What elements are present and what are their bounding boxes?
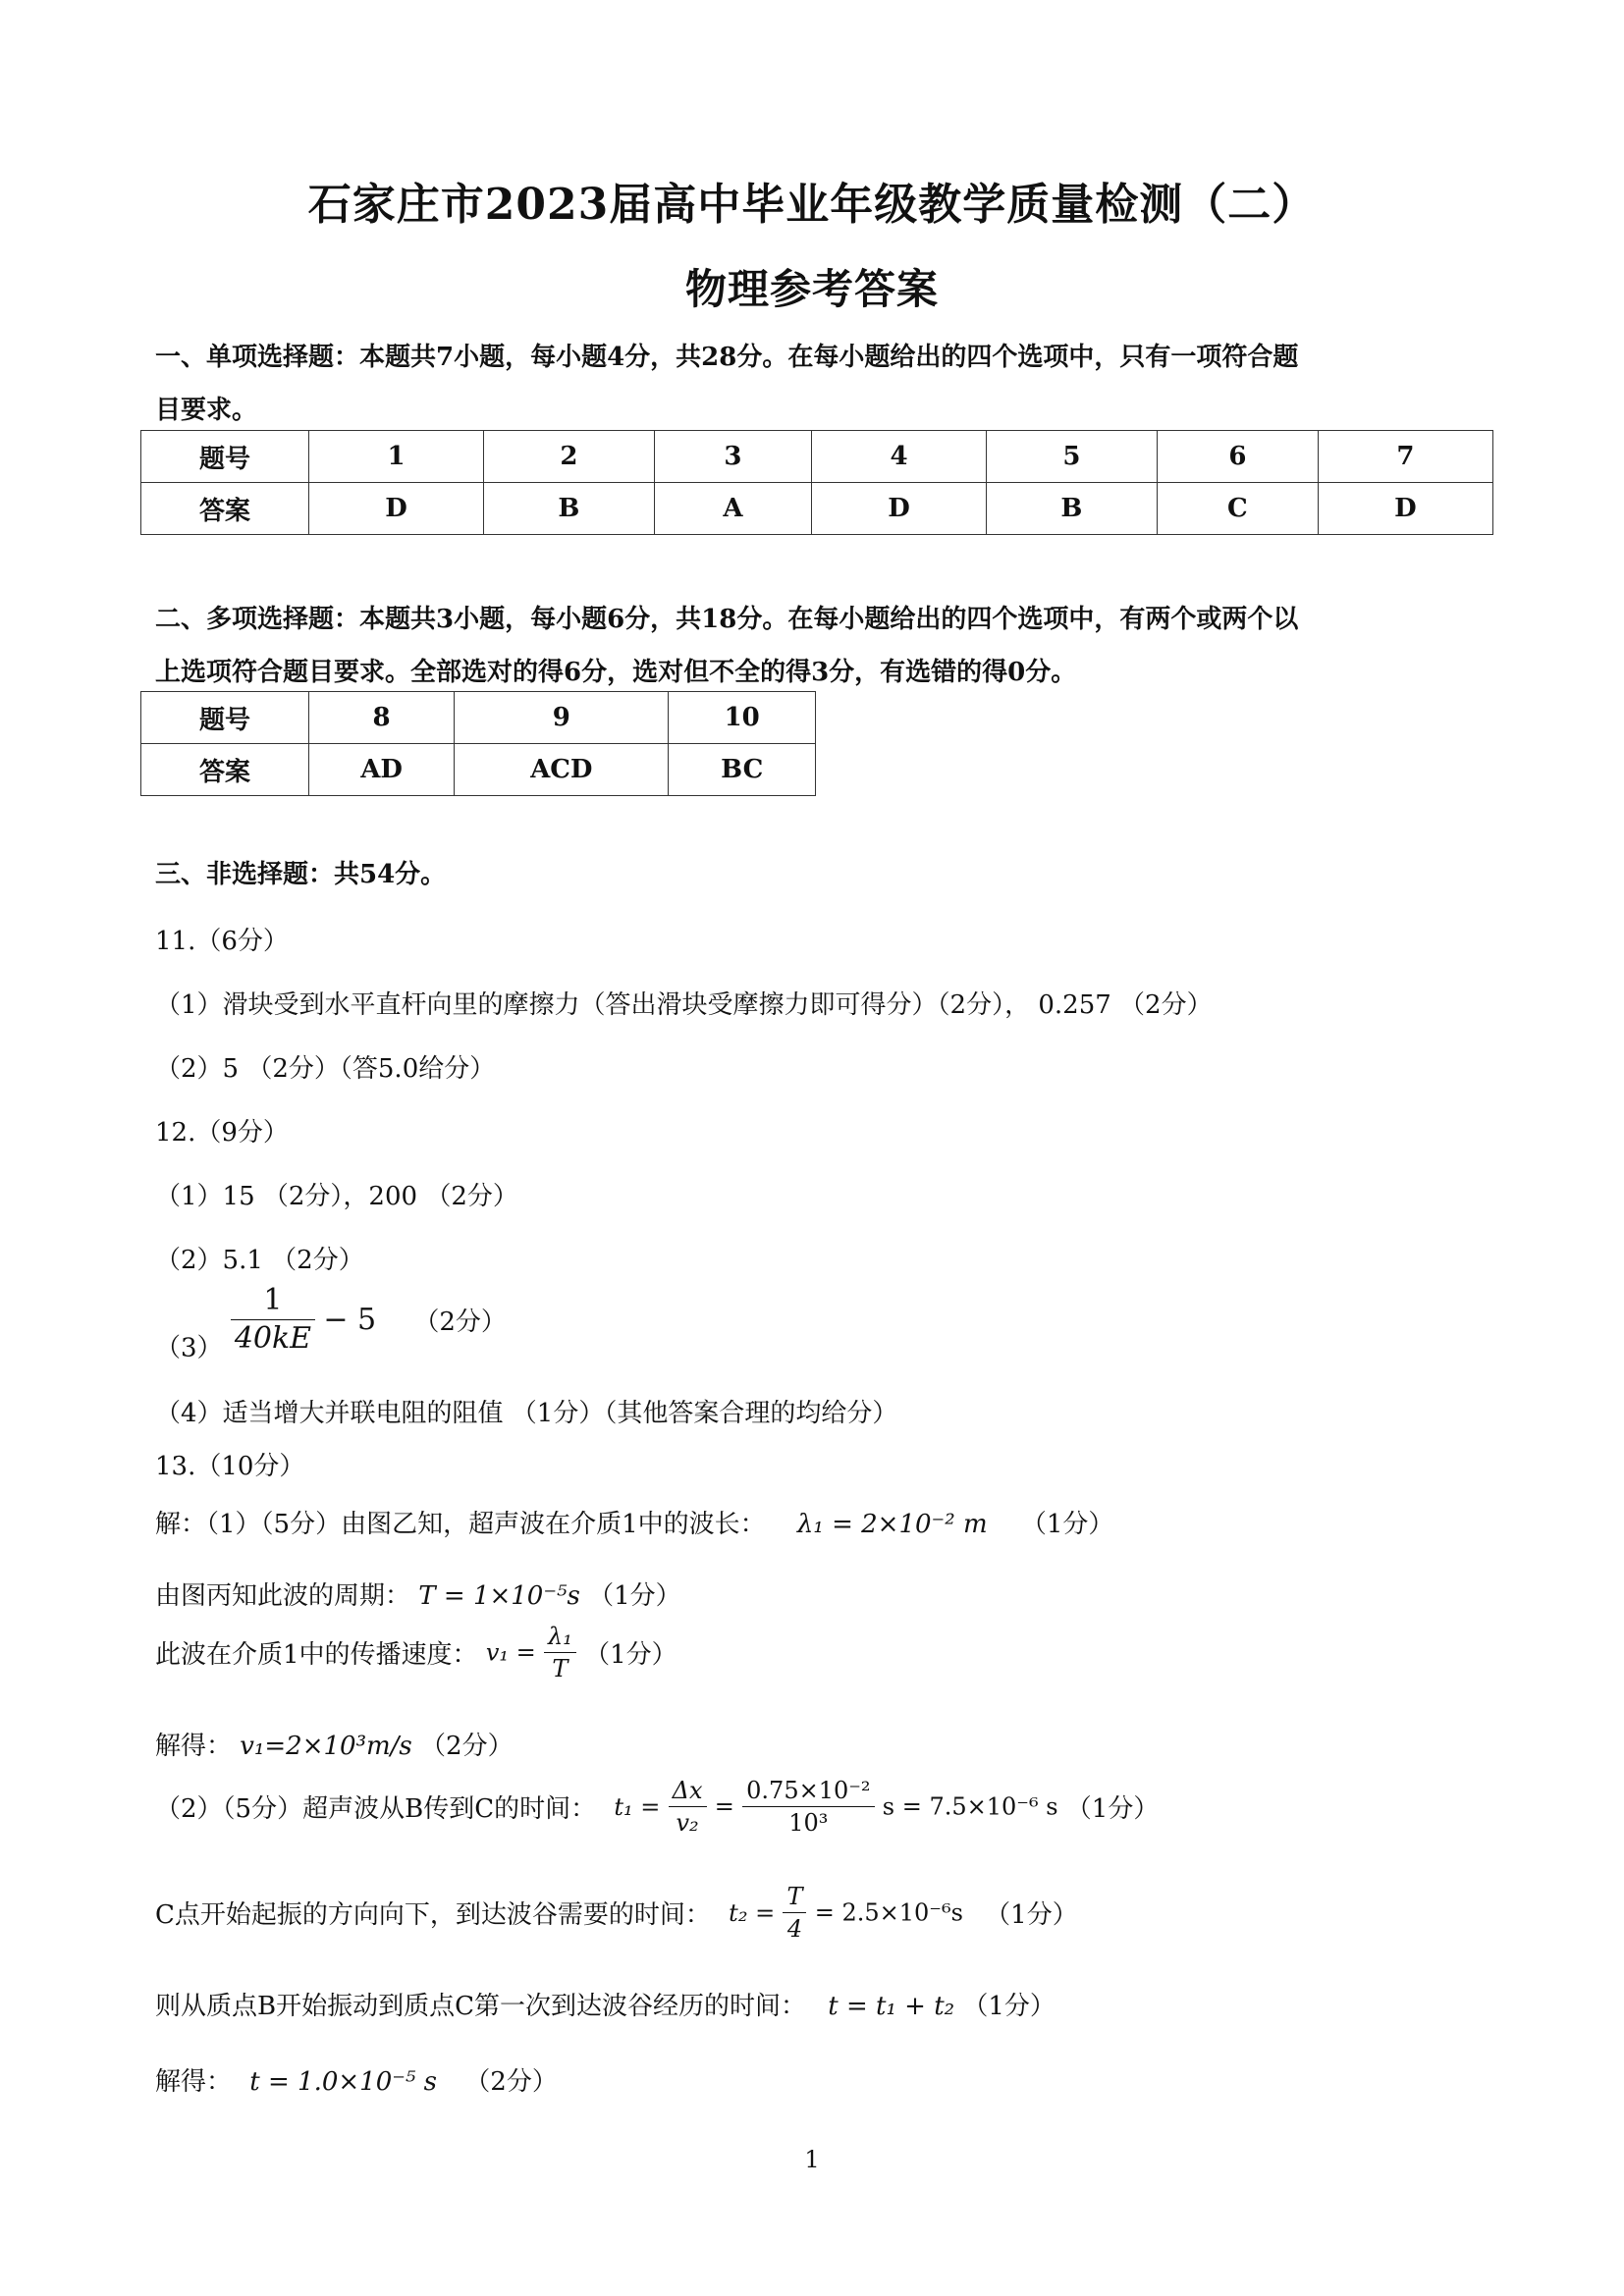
question-number-cell: 9: [455, 692, 669, 744]
q13-line-2-text: 由图丙知此波的周期：: [155, 1581, 411, 1611]
answer-cell: AD: [309, 744, 455, 796]
q13-line-3-score: （1分）: [584, 1640, 677, 1670]
question-number-cell: 7: [1318, 431, 1492, 483]
q11-answer-2: （2）5 （2分）（答5.0给分）: [155, 1054, 496, 1084]
q13-line-5-text: （2）（5分）超声波从B传到C的时间：: [155, 1794, 597, 1824]
q13-line-3-text: 此波在介质1中的传播速度：: [155, 1640, 478, 1670]
answer-cell: ACD: [455, 744, 669, 796]
section3-heading: 三、非选择题：共54分。: [155, 860, 447, 889]
q13-line-3: [155, 1625, 677, 1681]
fraction-denominator: 40kE: [234, 1321, 312, 1356]
q12-formula-rest: − 5: [323, 1303, 377, 1337]
q13-line-7-score: （1分）: [962, 1992, 1056, 2021]
fraction-denominator: T: [552, 1655, 568, 1682]
q12-answer-3: [155, 1283, 507, 1364]
q13-line-5-score: （1分）: [1065, 1794, 1160, 1824]
q13-time1-lhs: t₁ =: [614, 1792, 661, 1821]
section2-heading-line1: 二、多项选择题：本题共3小题，每小题6分，共18分。在每小题给出的四个选项中，有两个或两个以: [155, 605, 1299, 634]
fraction-numerator: Δx: [669, 1779, 707, 1807]
q13-line-4: [155, 1726, 514, 1762]
q13-line-1-text: 解：（1）（5分）由图乙知，超声波在介质1中的波长：: [155, 1510, 766, 1539]
q13-line-8-text: 解得：: [155, 2067, 233, 2097]
table-row: [141, 483, 1493, 535]
q13-speed-lhs: v₁ =: [485, 1638, 536, 1667]
answer-cell: A: [654, 483, 811, 535]
table-header-cell: 题号: [141, 431, 309, 483]
q12-answer-3-score: （2分）: [413, 1308, 507, 1337]
fraction-numerator: T: [783, 1885, 806, 1913]
table-row: [141, 431, 1493, 483]
multi-choice-answer-table: [140, 691, 816, 796]
answer-cell: D: [1318, 483, 1492, 535]
q11-answer-1: （1）滑块受到水平直杆向里的摩擦力（答出滑块受摩擦力即可得分）（2分）， 0.257 （2分）: [155, 990, 1213, 1020]
equals-sign: =: [714, 1792, 734, 1821]
fraction-numerator: 1: [231, 1286, 315, 1320]
fraction-numerator: λ₁: [544, 1625, 576, 1653]
q13-line-1: [155, 1504, 1113, 1540]
answer-cell: BC: [669, 744, 816, 796]
q13-line-6-text: C点开始起振的方向向下，到达波谷需要的时间：: [155, 1900, 711, 1930]
table-header-cell: 答案: [141, 483, 309, 535]
q13-line-4-score: （2分）: [420, 1732, 514, 1761]
q13-time2-lhs: t₂ =: [729, 1898, 776, 1927]
question-number-cell: 5: [987, 431, 1158, 483]
q13-line-2-score: （1分）: [588, 1581, 681, 1611]
q13-line-4-text: 解得：: [155, 1732, 233, 1761]
q12-answer-4: （4）适当增大并联电阻的阻值 （1分）（其他答案合理的均给分）: [155, 1399, 898, 1428]
question-number-cell: 10: [669, 692, 816, 744]
question-number-cell: 6: [1157, 431, 1318, 483]
question-number-cell: 2: [484, 431, 655, 483]
page-number: 1: [804, 2146, 820, 2173]
document-title: 石家庄市2023届高中毕业年级教学质量检测（二）: [307, 180, 1317, 230]
q13-line-6: [155, 1885, 1078, 1941]
answer-cell: B: [987, 483, 1158, 535]
answer-cell: D: [309, 483, 484, 535]
q13-total-time-result: t = 1.0×10⁻⁵ s: [249, 2067, 438, 2097]
q12-heading: 12.（9分）: [155, 1118, 289, 1148]
table-header-cell: 答案: [141, 744, 309, 796]
question-number-cell: 8: [309, 692, 455, 744]
q12-answer-3-prefix: （3）: [155, 1333, 223, 1363]
q12-answer-2: （2）5.1 （2分）: [155, 1246, 364, 1275]
fraction-denominator: v₂: [676, 1809, 699, 1837]
table-row: [141, 692, 816, 744]
q13-line-2: [155, 1575, 681, 1612]
q13-line-5: [155, 1779, 1159, 1835]
fraction-denominator: 4: [786, 1915, 803, 1943]
single-choice-answer-table: [140, 430, 1493, 535]
q13-wavelength-formula: λ₁ = 2×10⁻² m: [796, 1510, 988, 1539]
q13-line-6-score: （1分）: [985, 1900, 1078, 1930]
fraction-numerator: 0.75×10⁻²: [742, 1779, 874, 1807]
q13-period-formula: T = 1×10⁻⁵s: [418, 1581, 580, 1611]
q13-time2-fraction: [783, 1885, 806, 1941]
table-header-cell: 题号: [141, 692, 309, 744]
question-number-cell: 4: [812, 431, 987, 483]
q11-heading: 11.（6分）: [155, 927, 289, 956]
question-number-cell: 1: [309, 431, 484, 483]
q12-answer-1: （1）15 （2分），200 （2分）: [155, 1182, 518, 1211]
q13-line-7: [155, 1986, 1056, 2022]
section1-heading-line2: 目要求。: [155, 396, 258, 425]
table-row: [141, 744, 816, 796]
q13-time1-fraction-b: [742, 1779, 874, 1835]
q13-speed-result: v₁=2×10³m/s: [240, 1732, 412, 1761]
q13-time1-fraction-a: [669, 1779, 707, 1835]
q13-time1-result: s = 7.5×10⁻⁶ s: [882, 1792, 1058, 1821]
q12-fraction: [231, 1283, 315, 1356]
q13-total-time-formula: t = t₁ + t₂: [828, 1992, 955, 2021]
section2-heading-line2: 上选项符合题目要求。全部选对的得6分，选对但不全的得3分，有选错的得0分。: [155, 658, 1077, 687]
answer-cell: B: [484, 483, 655, 535]
q13-speed-fraction: [544, 1625, 576, 1681]
q13-line-7-text: 则从质点B开始振动到质点C第一次到达波谷经历的时间：: [155, 1992, 807, 2021]
answer-cell: D: [812, 483, 987, 535]
q13-line-1-score: （1分）: [1020, 1510, 1114, 1539]
q13-line-8-score: （2分）: [464, 2067, 558, 2097]
q13-line-8: [155, 2061, 558, 2098]
document-subtitle: 物理参考答案: [684, 265, 939, 313]
q13-time2-result: = 2.5×10⁻⁶s: [814, 1898, 963, 1927]
q13-heading: 13.（10分）: [155, 1452, 305, 1481]
answer-cell: C: [1157, 483, 1318, 535]
fraction-denominator: 10³: [788, 1809, 829, 1837]
question-number-cell: 3: [654, 431, 811, 483]
section1-heading-line1: 一、单项选择题：本题共7小题，每小题4分，共28分。在每小题给出的四个选项中，只有一项符合题: [155, 343, 1299, 372]
